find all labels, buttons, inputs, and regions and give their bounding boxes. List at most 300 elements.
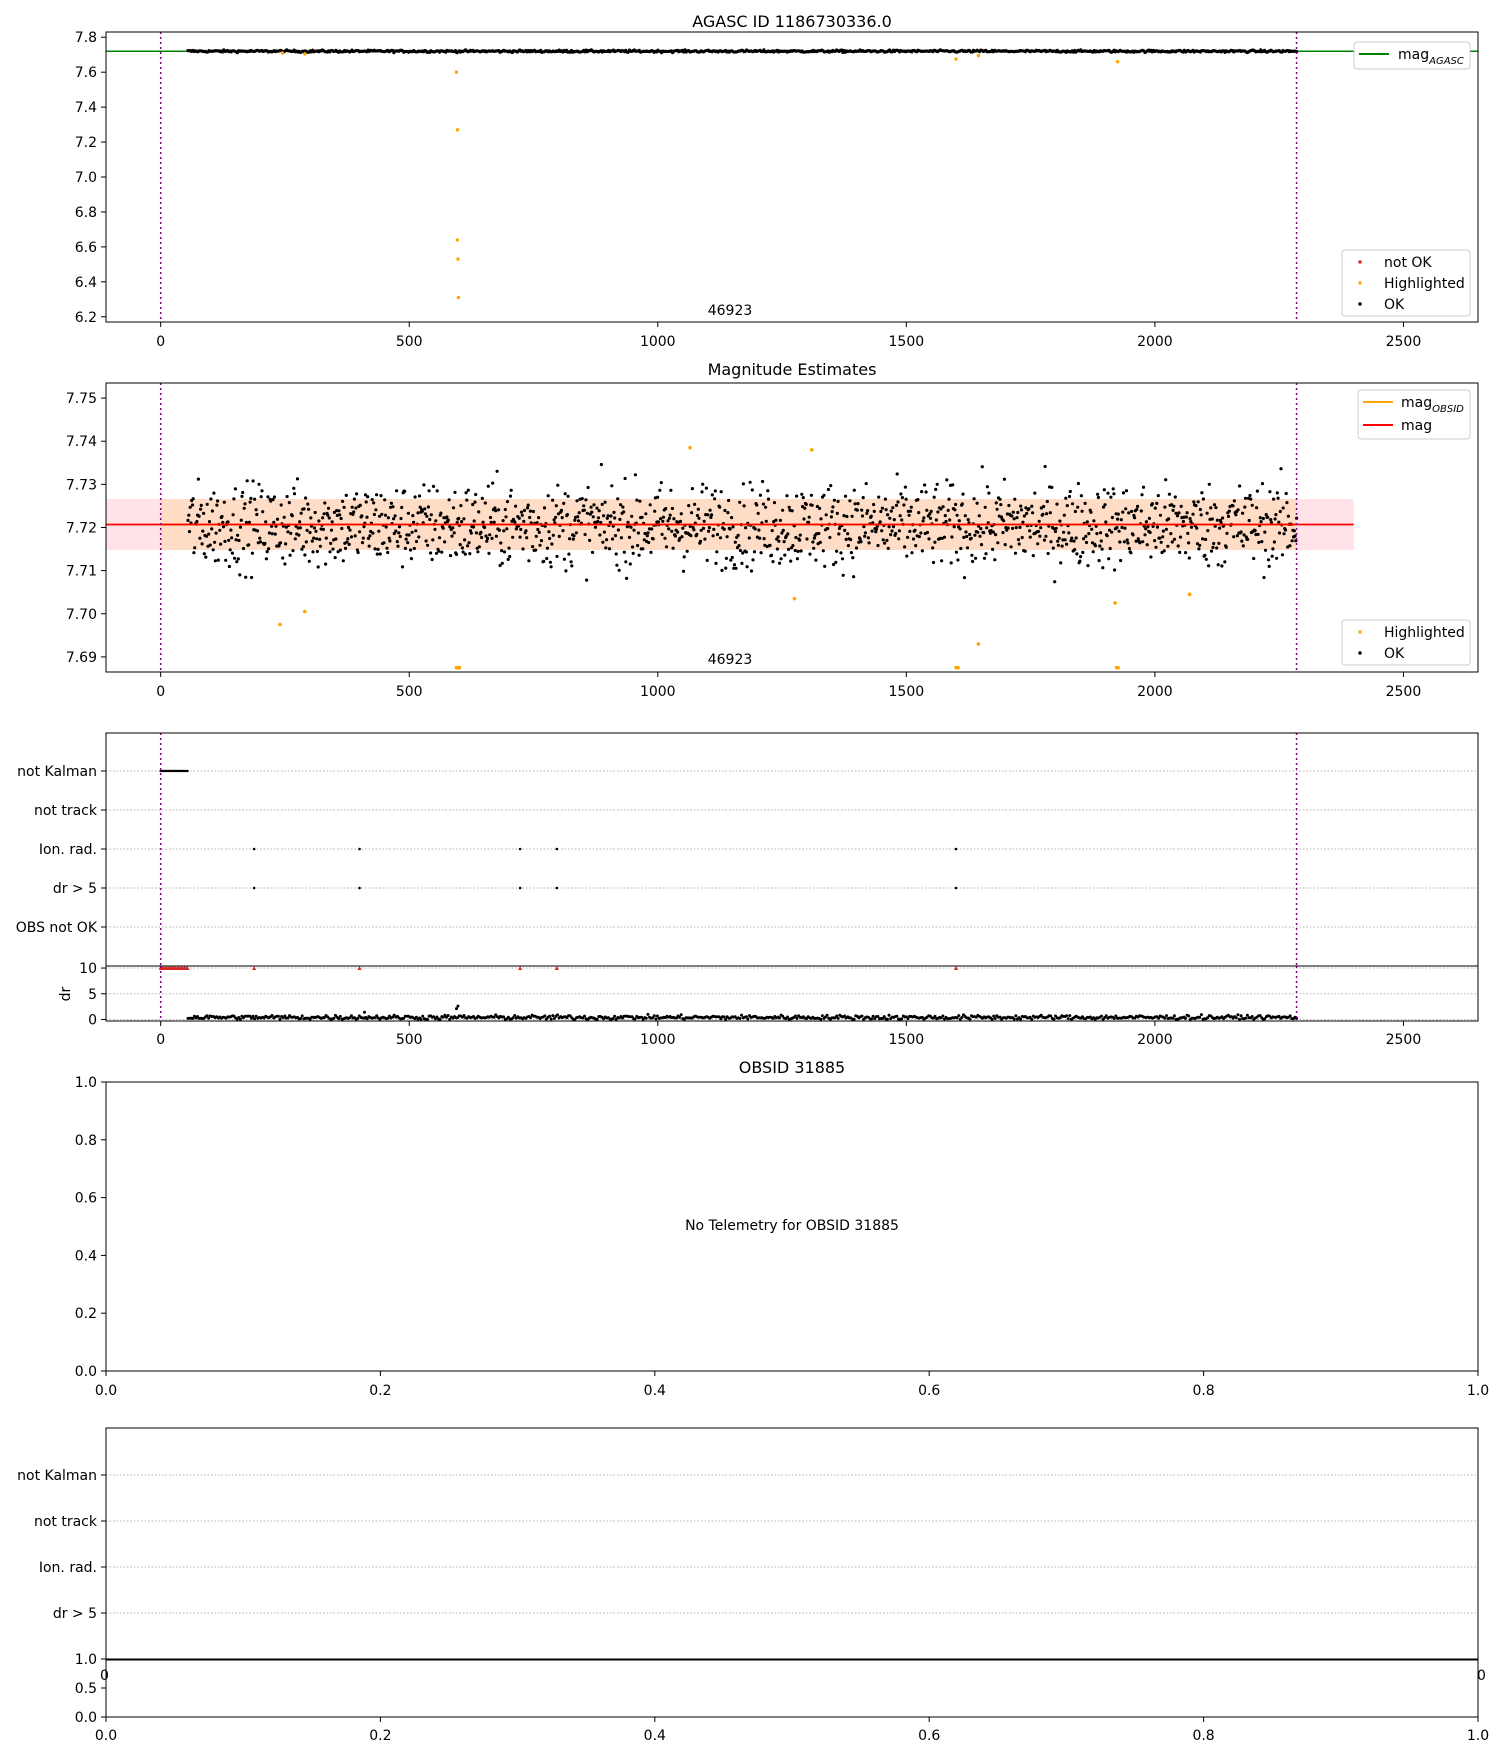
ok-point (283, 516, 286, 519)
ok-point (244, 576, 247, 579)
ok-point (733, 563, 736, 566)
dr-point (888, 1014, 891, 1017)
x-tick-label: 0.8 (1192, 1728, 1215, 1744)
ok-point (796, 557, 799, 560)
ok-point (730, 516, 733, 519)
ok-point (563, 558, 566, 561)
panel1-title: AGASC ID 1186730336.0 (692, 12, 892, 31)
dr-point (551, 1014, 554, 1017)
ok-point (186, 519, 189, 522)
ok-point (927, 537, 930, 540)
x-tick-label: 0.2 (369, 1728, 392, 1744)
ok-point (291, 549, 294, 552)
y-tick-label: 7.75 (65, 391, 97, 408)
ok-point (1015, 526, 1018, 529)
x-tick-label: 1500 (888, 684, 925, 700)
dr-point (1244, 1017, 1247, 1020)
ok-point (1013, 517, 1016, 520)
ok-point (538, 544, 541, 547)
ok-point (423, 507, 426, 510)
ok-point (1068, 495, 1071, 498)
ok-point (1220, 564, 1223, 567)
ok-point (760, 551, 763, 554)
ok-point (1176, 514, 1179, 517)
ok-point (913, 529, 916, 532)
highlighted-point (303, 610, 307, 614)
ok-point (1122, 491, 1125, 494)
ok-point (615, 564, 618, 567)
ok-point (1216, 519, 1219, 522)
ok-point (950, 535, 953, 538)
ok-point (457, 517, 460, 520)
obsid-annotation: 46923 (707, 652, 753, 668)
ok-point (1003, 478, 1006, 481)
legend-label-mag-obsid: mag$_{OBSID}$ (1401, 395, 1464, 415)
ok-point (340, 517, 343, 520)
ok-point (595, 507, 598, 510)
dr-point (634, 1017, 637, 1020)
ok-point (1277, 497, 1280, 500)
ok-point (1119, 559, 1122, 562)
ok-point (995, 501, 998, 504)
ok-point (1081, 510, 1084, 513)
ok-point (202, 512, 205, 515)
ok-point (192, 551, 195, 554)
ok-point (360, 514, 363, 517)
ok-point (851, 515, 854, 518)
ok-point (1058, 520, 1061, 523)
ok-point (352, 510, 355, 513)
ok-point (1262, 517, 1265, 520)
ok-point (896, 500, 899, 503)
ok-point (899, 492, 902, 495)
ok-point (286, 530, 289, 533)
ok-point (646, 534, 649, 537)
ok-point (1217, 542, 1220, 545)
ok-point (706, 559, 709, 562)
y-tick-label: 5 (88, 986, 97, 1003)
ok-point (230, 536, 233, 539)
ok-point (540, 539, 543, 542)
ok-point (680, 512, 683, 515)
dr-point (1171, 1017, 1174, 1020)
y-tick-label: 0.5 (74, 1681, 97, 1697)
ok-point (288, 501, 291, 504)
ok-point (191, 503, 194, 506)
ok-point (1199, 508, 1202, 511)
ok-point (866, 509, 869, 512)
legend-label-highlighted: Highlighted (1384, 625, 1465, 641)
ok-point (368, 534, 371, 537)
ok-point (609, 514, 612, 517)
ok-point (903, 545, 906, 548)
ok-point (307, 508, 310, 511)
ok-point (255, 513, 258, 516)
dr-spike-point (363, 1011, 366, 1014)
ok-point (637, 531, 640, 534)
ok-point (522, 520, 525, 523)
ok-point (658, 489, 661, 492)
ok-point (940, 559, 943, 562)
ok-point (212, 492, 215, 495)
ok-point (1197, 547, 1200, 550)
ok-point (813, 537, 816, 540)
ok-point (392, 517, 395, 520)
ok-point (814, 559, 817, 562)
ok-point (422, 483, 425, 486)
dr-point (1198, 1016, 1201, 1019)
ok-point (249, 497, 252, 500)
legend-label-ok: OK (1384, 297, 1405, 313)
highlighted-point (281, 51, 284, 54)
ok-point (220, 515, 223, 518)
ok-point (445, 515, 448, 518)
ok-point (518, 517, 521, 520)
ok-point (1184, 551, 1187, 554)
ok-point (1064, 538, 1067, 541)
ok-point (922, 516, 925, 519)
ok-point (1010, 545, 1013, 548)
dr-point (654, 1018, 657, 1021)
ok-point (1078, 560, 1081, 563)
ok-point (298, 520, 301, 523)
ok-point (206, 503, 209, 506)
ok-point (847, 544, 850, 547)
ok-point (1146, 543, 1149, 546)
ok-point (1143, 533, 1146, 536)
ok-point (219, 543, 222, 546)
ok-point (708, 526, 711, 529)
ok-point (1264, 549, 1267, 552)
ok-point (794, 549, 797, 552)
ok-point (374, 508, 377, 511)
ok-point (1198, 544, 1201, 547)
ok-point (934, 488, 937, 491)
ok-point (550, 565, 553, 568)
ok-point (635, 499, 638, 502)
ok-point (1121, 510, 1124, 513)
ok-point (263, 542, 266, 545)
ok-point (864, 531, 867, 534)
ok-point (1158, 537, 1161, 540)
ok-point (323, 501, 326, 504)
ok-point (875, 528, 878, 531)
ok-point (1273, 540, 1276, 543)
ok-point (197, 478, 200, 481)
ok-point (325, 537, 328, 540)
ok-point (231, 552, 234, 555)
ok-point (463, 538, 466, 541)
ok-point (1169, 532, 1172, 535)
ok-point (1099, 531, 1102, 534)
ok-point (974, 557, 977, 560)
ok-point (1151, 502, 1154, 505)
ok-point (993, 558, 996, 561)
ok-point (546, 547, 549, 550)
ok-point (547, 494, 550, 497)
ok-point (1090, 528, 1093, 531)
ok-point (983, 557, 986, 560)
ok-point (970, 537, 973, 540)
ok-point (1021, 521, 1024, 524)
ok-point (850, 551, 853, 554)
ok-point (865, 482, 868, 485)
ok-point (1206, 529, 1209, 532)
dr-point (1105, 1014, 1108, 1017)
x-tick-label: 1500 (888, 1032, 925, 1048)
x-tick-label: 0.0 (94, 1728, 118, 1744)
ok-point (280, 503, 283, 506)
ok-point (779, 519, 782, 522)
ok-point (970, 554, 973, 557)
ok-point (1200, 491, 1203, 494)
ok-point (436, 489, 439, 492)
ok-point (215, 532, 218, 535)
ok-point (350, 535, 353, 538)
ok-point (1177, 544, 1180, 547)
ok-point (612, 511, 615, 514)
ok-point (1084, 502, 1087, 505)
ok-point (634, 473, 637, 476)
ok-point (479, 531, 482, 534)
ok-point (1057, 544, 1060, 547)
ok-point (400, 506, 403, 509)
ok-point (1081, 551, 1084, 554)
x-tick-label: 0 (156, 684, 166, 700)
ok-point (1089, 511, 1092, 514)
ok-point (228, 565, 231, 568)
ok-point (430, 513, 433, 516)
ok-point (379, 552, 382, 555)
ok-point (306, 529, 309, 532)
ok-point (1112, 492, 1115, 495)
ok-point (672, 517, 675, 520)
ok-point (1190, 526, 1193, 529)
ok-point (872, 503, 875, 506)
ok-point (274, 533, 277, 536)
ok-point (482, 521, 485, 524)
dr-point (1240, 1014, 1243, 1017)
ok-point (411, 514, 414, 517)
ok-point (200, 504, 203, 507)
ok-point (980, 543, 983, 546)
ok-point (385, 547, 388, 550)
ok-point (385, 525, 388, 528)
ok-point (1291, 539, 1294, 542)
dr-point (543, 1014, 546, 1017)
dr-point (724, 1018, 727, 1021)
ok-point (748, 536, 751, 539)
legend-marker-ok (1358, 302, 1361, 305)
ok-point (764, 506, 767, 509)
ok-point (379, 494, 382, 497)
ok-point (326, 514, 329, 517)
ok-point (1248, 519, 1251, 522)
ok-point (810, 494, 813, 497)
dr-point (529, 1016, 532, 1019)
ok-point (641, 547, 644, 550)
ok-point (602, 514, 605, 517)
x-tick-label: 500 (395, 334, 423, 350)
ok-point (976, 531, 979, 534)
ok-point (691, 487, 694, 490)
ok-point (311, 550, 314, 553)
ok-point (1067, 531, 1070, 534)
ok-point (955, 551, 958, 554)
dr-point (1014, 1014, 1017, 1017)
ok-point (1146, 525, 1149, 528)
ok-point (543, 506, 546, 509)
ok-point (1211, 546, 1214, 549)
dr-point (646, 1013, 649, 1016)
ok-point (646, 531, 649, 534)
ok-point (884, 498, 887, 501)
ok-point (1059, 561, 1062, 564)
ok-point (576, 515, 579, 518)
ok-point (848, 499, 851, 502)
ok-point (925, 490, 928, 493)
ok-point (521, 547, 524, 550)
ok-point (720, 569, 723, 572)
ok-point (1017, 538, 1020, 541)
ok-point (266, 550, 269, 553)
ok-point (1167, 517, 1170, 520)
dr-point (968, 1018, 971, 1021)
ok-point (359, 504, 362, 507)
ok-point (1274, 513, 1277, 516)
ok-point (1127, 511, 1130, 514)
ok-point (1238, 484, 1241, 487)
ok-point (266, 495, 269, 498)
dr-point (1100, 1015, 1103, 1018)
ok-point (610, 484, 613, 487)
ok-point (1271, 555, 1274, 558)
y-tick-label: 7.0 (74, 170, 97, 186)
y-tick-label: 7.8 (74, 30, 97, 47)
ok-point (703, 520, 706, 523)
ok-point (856, 509, 859, 512)
ok-point (883, 542, 886, 545)
ok-point (232, 513, 235, 516)
dr-gt-5-point (556, 887, 559, 890)
ok-point (1038, 535, 1041, 538)
ok-point (877, 496, 880, 499)
ok-point (362, 537, 365, 540)
dr-gt-5-point (253, 887, 256, 890)
ok-point (1203, 554, 1206, 557)
ok-point (1070, 537, 1073, 540)
ok-point (611, 537, 614, 540)
ok-point (319, 545, 322, 548)
ok-point (800, 549, 803, 552)
ok-point (1042, 505, 1045, 508)
ok-point (1015, 516, 1018, 519)
y-tick-label: 7.73 (65, 477, 97, 494)
ok-point (914, 544, 917, 547)
ok-point (388, 537, 391, 540)
ok-point (692, 528, 695, 531)
ok-point (1149, 531, 1152, 534)
ok-point (1095, 532, 1098, 535)
ok-point (1244, 497, 1247, 500)
ok-point (882, 538, 885, 541)
ok-point (429, 551, 432, 554)
ok-point (737, 534, 740, 537)
ok-point (478, 545, 481, 548)
ok-point (697, 517, 700, 520)
ok-point (830, 515, 833, 518)
ok-point (398, 525, 401, 528)
ok-point (1142, 486, 1145, 489)
ok-point (208, 520, 211, 523)
ok-point (981, 465, 984, 468)
legend-marker-highlighted (1358, 630, 1361, 633)
ok-point (1215, 546, 1218, 549)
ok-point (697, 508, 700, 511)
ok-point (601, 541, 604, 544)
legend-marker-not-ok (1358, 260, 1361, 263)
dr-point (420, 1018, 423, 1021)
ok-point (514, 505, 517, 508)
ok-point (931, 546, 934, 549)
ok-point (808, 516, 811, 519)
ok-point (1063, 514, 1066, 517)
ok-point (315, 537, 318, 540)
ok-point (1046, 500, 1049, 503)
ok-point (1163, 549, 1166, 552)
ok-point (1227, 515, 1230, 518)
ok-point (895, 504, 898, 507)
ok-point (1055, 527, 1058, 530)
ok-point (739, 549, 742, 552)
ok-point (439, 511, 442, 514)
ok-point (1192, 500, 1195, 503)
ok-point (431, 538, 434, 541)
ok-point (781, 509, 784, 512)
ok-point (538, 531, 541, 534)
dr-point (886, 1018, 889, 1021)
ok-point (504, 508, 507, 511)
ok-point (714, 489, 717, 492)
ok-point (587, 486, 590, 489)
ok-point (375, 493, 378, 496)
ok-point (425, 539, 428, 542)
flag-row-label: not track (33, 803, 97, 819)
ok-point (484, 501, 487, 504)
ok-point (758, 537, 761, 540)
ok-point (465, 491, 468, 494)
ok-point (647, 541, 650, 544)
ok-point (1010, 514, 1013, 517)
ok-point (1232, 535, 1235, 538)
ok-point (886, 513, 889, 516)
ok-point (623, 551, 626, 554)
ok-point (870, 515, 873, 518)
ok-point (963, 576, 966, 579)
x-tick-label: 1000 (639, 1032, 676, 1048)
ok-point (346, 537, 349, 540)
ok-point (1098, 544, 1101, 547)
dr-point (513, 1014, 516, 1017)
ok-point (985, 526, 988, 529)
ok-point (453, 491, 456, 494)
ok-point (490, 537, 493, 540)
ok-point (1054, 530, 1057, 533)
ok-point (583, 509, 586, 512)
ok-point (395, 489, 398, 492)
ok-point (396, 540, 399, 543)
ok-point (1112, 487, 1115, 490)
